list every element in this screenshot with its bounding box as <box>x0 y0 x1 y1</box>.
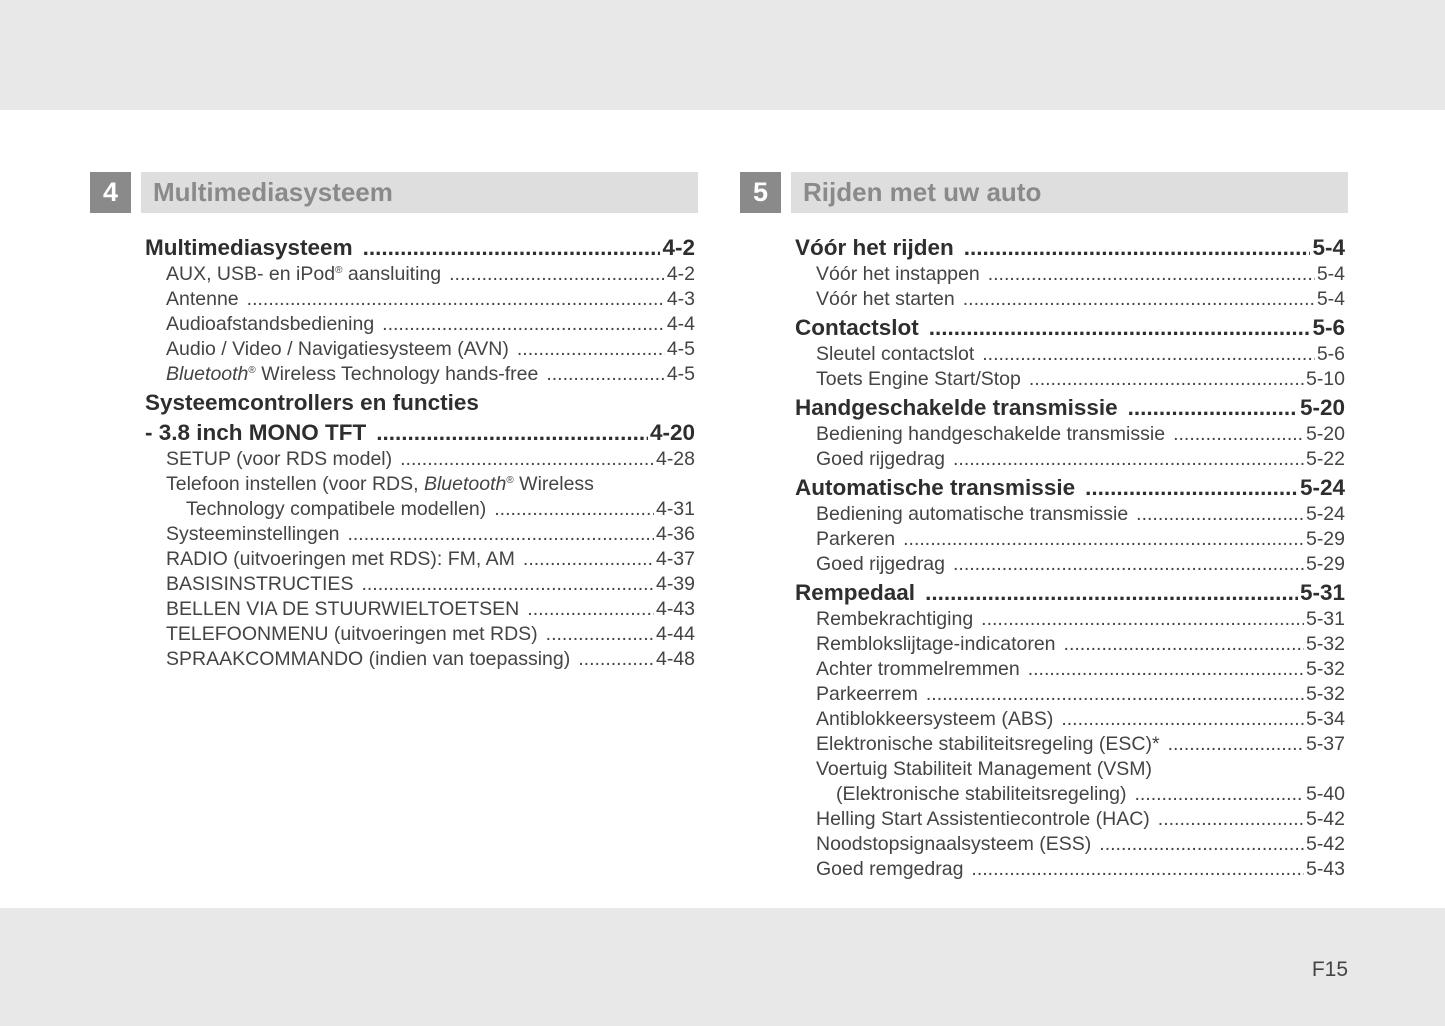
chapter-5-number: 5 <box>740 172 781 213</box>
toc-entry-esc[interactable]: Elektronische stabiliteitsregeling (ESC)* ..... 5-37 <box>795 732 1345 757</box>
toc-entry-audioafstandsbediening[interactable]: Audioafstandsbediening ..... 4-4 <box>145 312 695 337</box>
toc-entry-hac[interactable]: Helling Start Assistentiecontrole (HAC) ..... 5-42 <box>795 807 1345 832</box>
toc-entry-parkeerrem[interactable]: Parkeerrem ..... 5-32 <box>795 682 1345 707</box>
toc-entry-setup[interactable]: SETUP (voor RDS model) ..... 4-28 <box>145 447 695 472</box>
toc-entry-handgeschakelde-transmissie[interactable]: Handgeschakelde transmissie ..... 5-20 <box>795 393 1345 422</box>
toc-entry-mono-tft[interactable]: - 3.8 inch MONO TFT ..... 4-20 <box>145 418 695 447</box>
toc-entry-remblokslijtage[interactable]: Remblokslijtage-indicatoren ..... 5-32 <box>795 632 1345 657</box>
toc-entry-avn[interactable]: Audio / Video / Navigatiesysteem (AVN) ..... 4-5 <box>145 337 695 362</box>
chapter-4-number: 4 <box>90 172 131 213</box>
toc-entry-goed-rijgedrag-2[interactable]: Goed rijgedrag ..... 5-29 <box>795 552 1345 577</box>
chapter-4-toc <box>145 232 695 672</box>
toc-entry-vsm[interactable]: Voertuig Stabiliteit Management (VSM) <box>816 758 1152 780</box>
toc-entry-aux-usb-ipod[interactable]: AUX, USB- en iPod® aansluiting ..... 4-2 <box>145 262 695 287</box>
toc-entry-multimediasysteem[interactable]: Multimediasysteem ..... 4-2 <box>145 233 695 262</box>
chapter-5-title[interactable]: Rijden met uw auto <box>791 172 1348 213</box>
toc-entry-antenne[interactable]: Antenne ..... 4-3 <box>145 287 695 312</box>
toc-entry-systeemcontrollers[interactable]: Systeemcontrollers en functies <box>145 390 479 415</box>
toc-entry-rempedaal[interactable]: Rempedaal ..... 5-31 <box>795 578 1345 607</box>
toc-entry-bluetooth-hands-free[interactable]: Bluetooth® Wireless Technology hands-free ..... 4-5 <box>145 362 695 387</box>
toc-entry-goed-remgedrag[interactable]: Goed remgedrag ..... 5-43 <box>795 857 1345 882</box>
bottom-band <box>0 908 1445 1026</box>
chapter-5-header <box>740 172 1348 213</box>
toc-entry-automatische-transmissie[interactable]: Automatische transmissie ..... 5-24 <box>795 473 1345 502</box>
toc-entry-voor-het-rijden[interactable]: Vóór het rijden ..... 5-4 <box>795 233 1345 262</box>
toc-entry-sleutel-contactslot[interactable]: Sleutel contactslot ..... 5-6 <box>795 342 1345 367</box>
chapter-4-header <box>90 172 698 213</box>
toc-entry-rembekrachtiging[interactable]: Rembekrachtiging ..... 5-31 <box>795 607 1345 632</box>
toc-entry-parkeren[interactable]: Parkeren ..... 5-29 <box>795 527 1345 552</box>
toc-entry-voor-het-starten[interactable]: Vóór het starten ..... 5-4 <box>795 287 1345 312</box>
top-band <box>0 0 1445 110</box>
toc-entry-abs[interactable]: Antiblokkeersysteem (ABS) ..... 5-34 <box>795 707 1345 732</box>
toc-entry-contactslot[interactable]: Contactslot ..... 5-6 <box>795 313 1345 342</box>
toc-entry-ess[interactable]: Noodstopsignaalsysteem (ESS) ..... 5-42 <box>795 832 1345 857</box>
toc-entry-bediening-automatische[interactable]: Bediening automatische transmissie ..... 5-24 <box>795 502 1345 527</box>
toc-entry-basisinstructies[interactable]: BASISINSTRUCTIES ..... 4-39 <box>145 572 695 597</box>
toc-entry-telefoon-instellen-cont[interactable]: Technology compatibele modellen) ..... 4-31 <box>145 497 695 522</box>
chapter-5-toc <box>795 232 1345 882</box>
toc-entry-goed-rijgedrag-1[interactable]: Goed rijgedrag ..... 5-22 <box>795 447 1345 472</box>
toc-entry-radio[interactable]: RADIO (uitvoeringen met RDS): FM, AM ..... 4-37 <box>145 547 695 572</box>
toc-entry-achter-trommelremmen[interactable]: Achter trommelremmen ..... 5-32 <box>795 657 1345 682</box>
toc-entry-spraakcommando[interactable]: SPRAAKCOMMANDO (indien van toepassing) ..... 4-48 <box>145 647 695 672</box>
toc-entry-bediening-handgeschakelde[interactable]: Bediening handgeschakelde transmissie ..... 5-20 <box>795 422 1345 447</box>
toc-entry-systeeminstellingen[interactable]: Systeeminstellingen ..... 4-36 <box>145 522 695 547</box>
toc-entry-vsm-cont[interactable]: (Elektronische stabiliteitsregeling) ..... 5-40 <box>795 782 1345 807</box>
toc-entry-telefoon-instellen[interactable]: Telefoon instellen (voor RDS, Bluetooth® Wireless <box>166 473 594 495</box>
toc-entry-telefoonmenu[interactable]: TELEFOONMENU (uitvoeringen met RDS) ..... 4-44 <box>145 622 695 647</box>
chapter-4-title[interactable]: Multimediasysteem <box>141 172 698 213</box>
toc-entry-engine-start-stop[interactable]: Toets Engine Start/Stop ..... 5-10 <box>795 367 1345 392</box>
toc-entry-bellen[interactable]: BELLEN VIA DE STUURWIELTOETSEN ..... 4-43 <box>145 597 695 622</box>
page-number: F15 <box>1311 958 1348 981</box>
toc-entry-voor-het-instappen[interactable]: Vóór het instappen ..... 5-4 <box>795 262 1345 287</box>
